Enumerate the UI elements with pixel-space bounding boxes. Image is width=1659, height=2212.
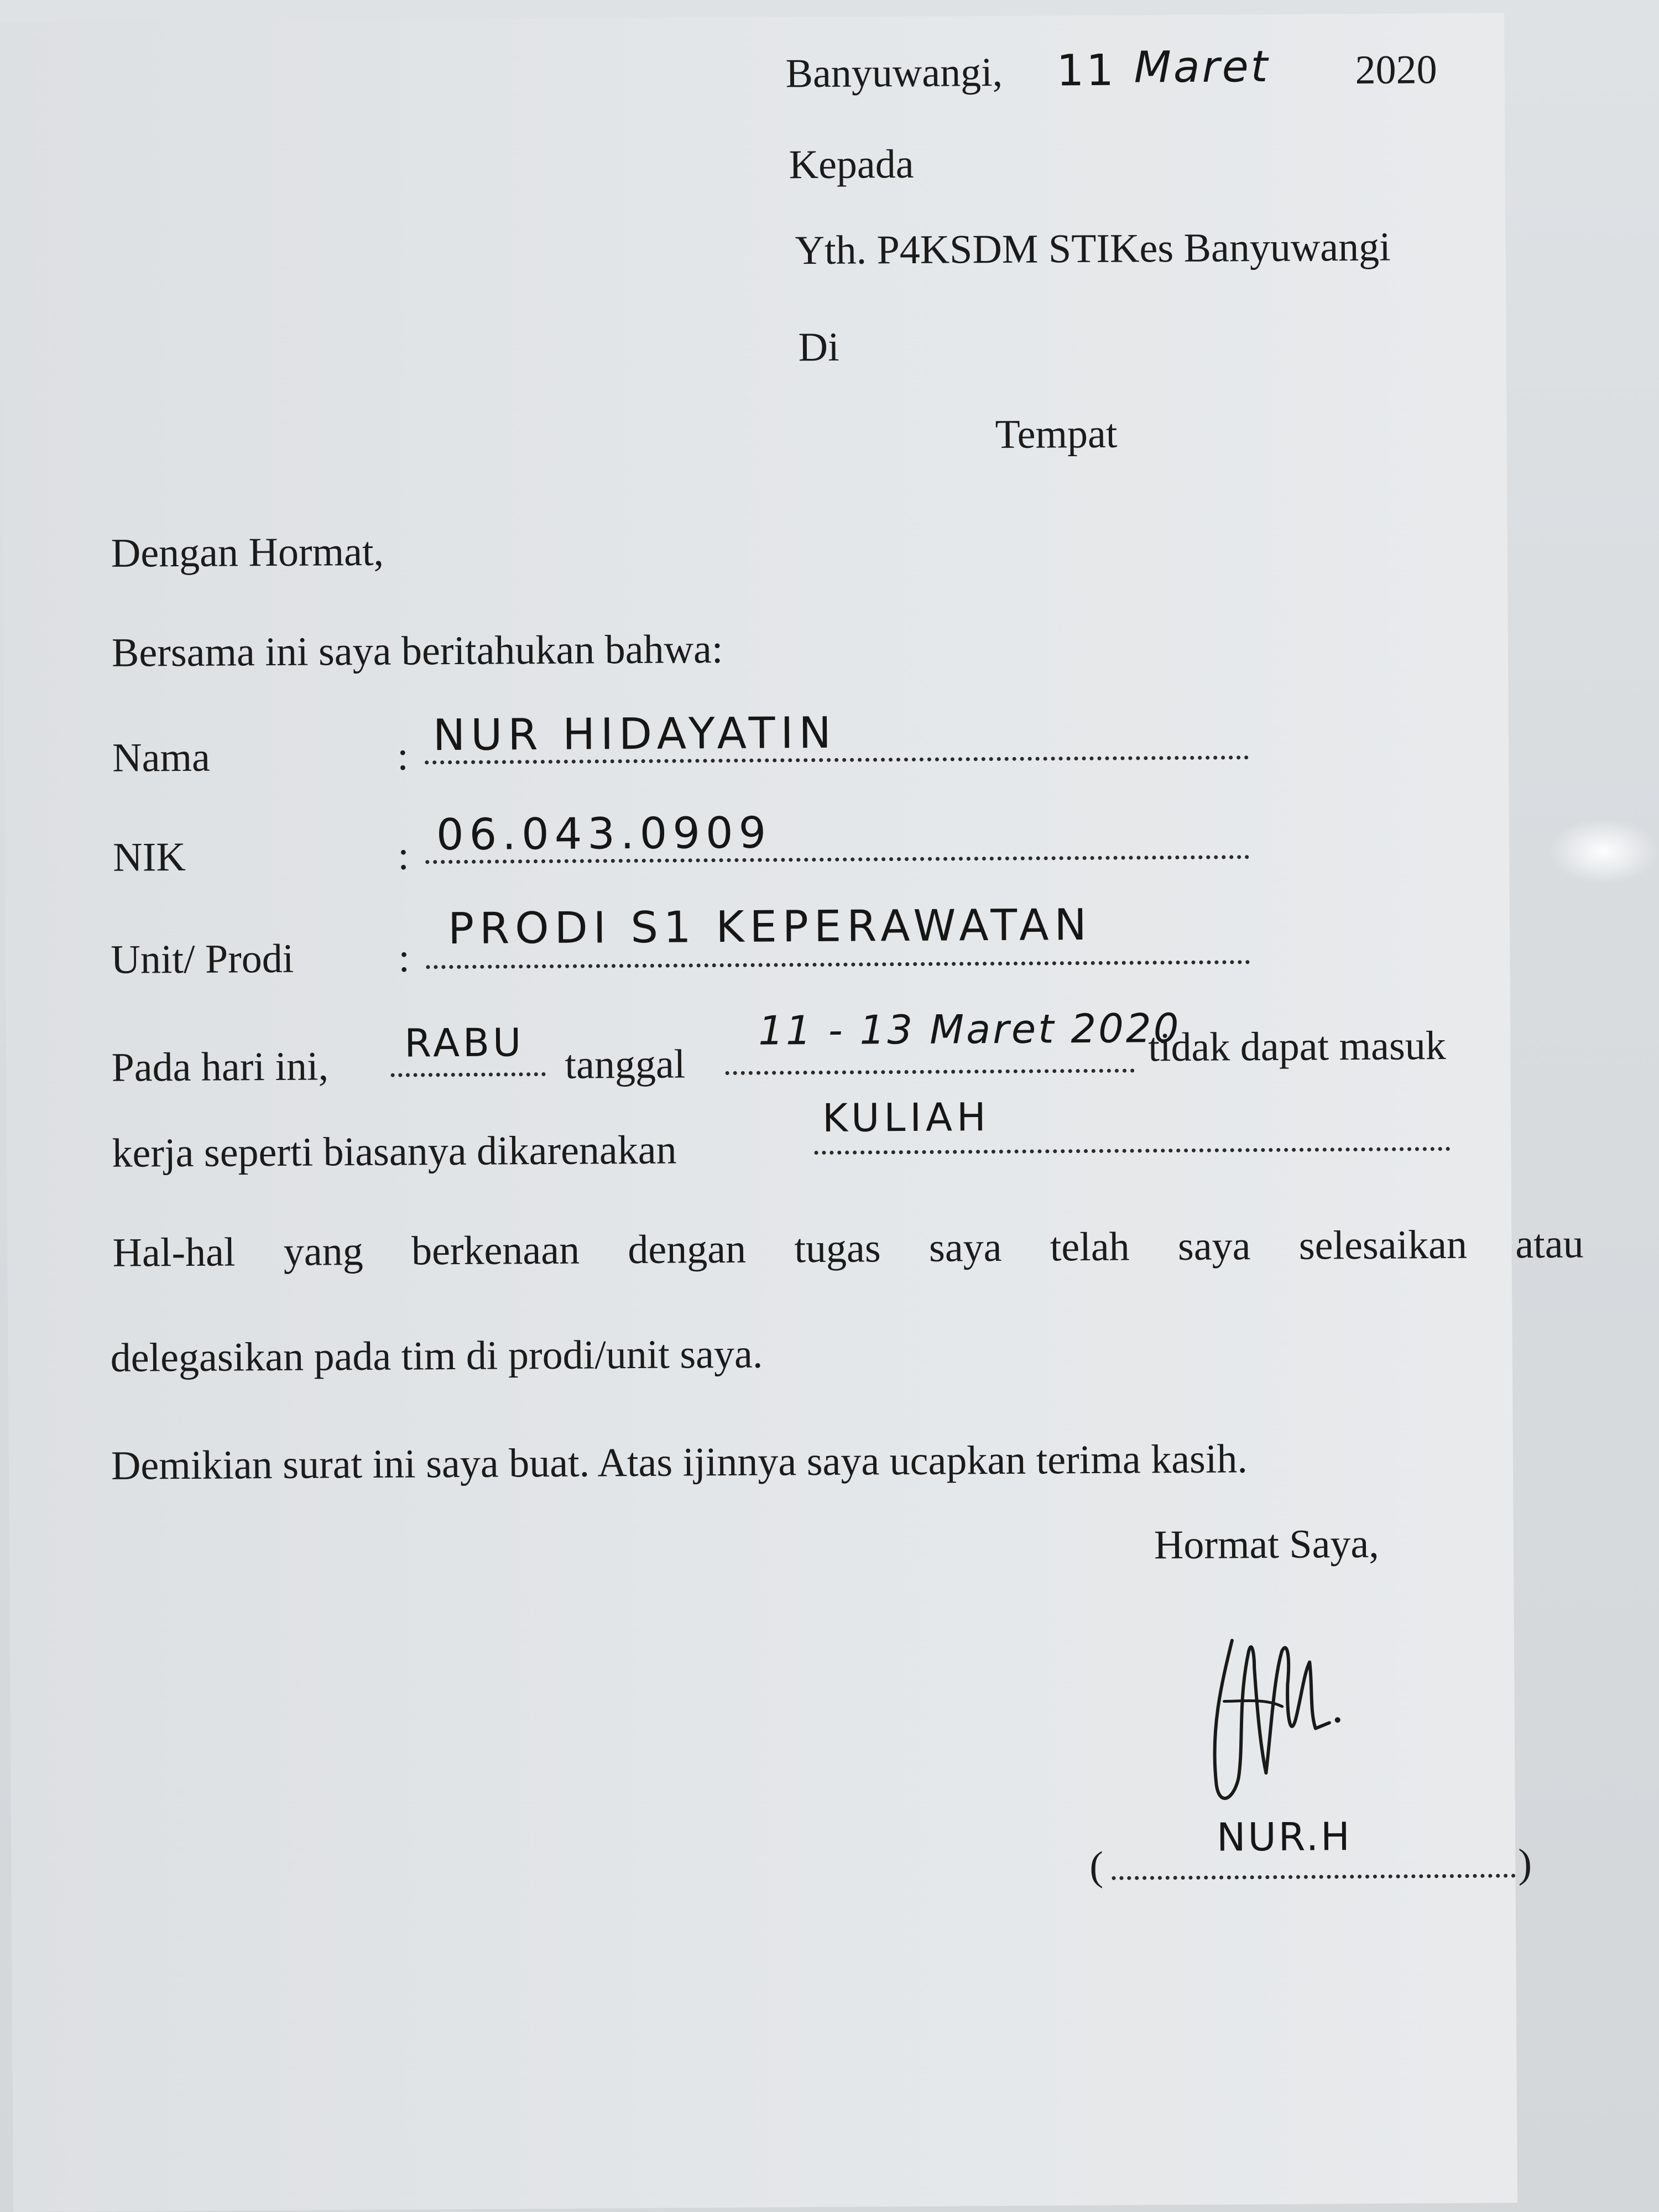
signer-name: NUR.H (1216, 1814, 1352, 1860)
dates-dotted-line (726, 1069, 1135, 1076)
unit-dotted-line (426, 960, 1250, 969)
date-year: 2020 (1355, 47, 1437, 93)
tanggal-label: tanggal (565, 1041, 686, 1088)
regards-text: Hormat Saya, (1154, 1521, 1380, 1568)
to-recipient: Yth. P4KSDM STIKes Banyuwangi (795, 224, 1391, 274)
day-suffix: tidak dapat masuk (1148, 1023, 1447, 1071)
nik-colon: : (397, 833, 410, 879)
unit-label: Unit/ Prodi (111, 936, 294, 983)
signer-close-paren: ) (1518, 1841, 1532, 1887)
place-text: Banyuwangi, (785, 49, 1003, 97)
nama-colon: : (397, 733, 409, 779)
date-month: Maret (1134, 41, 1270, 93)
reason-dotted-line (814, 1147, 1450, 1155)
day-dotted-line (391, 1072, 546, 1077)
signer-dotted-line (1112, 1874, 1516, 1880)
closing-text: Demikian surat ini saya buat. Atas ijinnya saya ucapkan terima kasih. (111, 1436, 1248, 1489)
to-label: Kepada (789, 141, 914, 188)
salutation: Dengan Hormat, (111, 529, 384, 576)
nik-label: NIK (112, 834, 186, 880)
reason-value: KULIAH (822, 1094, 990, 1141)
to-place: Tempat (995, 411, 1118, 458)
to-di: Di (798, 324, 839, 371)
light-glare (1548, 818, 1659, 885)
day-prefix: Pada hari ini, (111, 1044, 329, 1091)
letter-sheet (0, 13, 1584, 2212)
signer-open-paren: ( (1089, 1843, 1104, 1890)
date-day: 11 (1056, 45, 1117, 96)
nama-label: Nama (112, 734, 211, 781)
body-line-1: Hal-hal yang berkenaan dengan tugas saya telah saya selesaikan atau (112, 1221, 1584, 1276)
unit-value: PRODI S1 KEPERAWATAN (447, 900, 1093, 954)
signature-icon (1199, 1618, 1377, 1829)
dates-value: 11 - 13 Maret 2020 (758, 1004, 1181, 1054)
body-line-2: delegasikan pada tim di prodi/unit saya. (110, 1331, 763, 1381)
nama-value: NUR HIDAYATIN (432, 708, 837, 761)
reason-prefix: kerja seperti biasanya dikarenakan (112, 1127, 677, 1176)
unit-colon: : (398, 935, 410, 981)
day-value: RABU (404, 1020, 525, 1066)
intro-text: Bersama ini saya beritahukan bahwa: (111, 627, 723, 676)
nik-value: 06.043.0909 (436, 808, 772, 860)
